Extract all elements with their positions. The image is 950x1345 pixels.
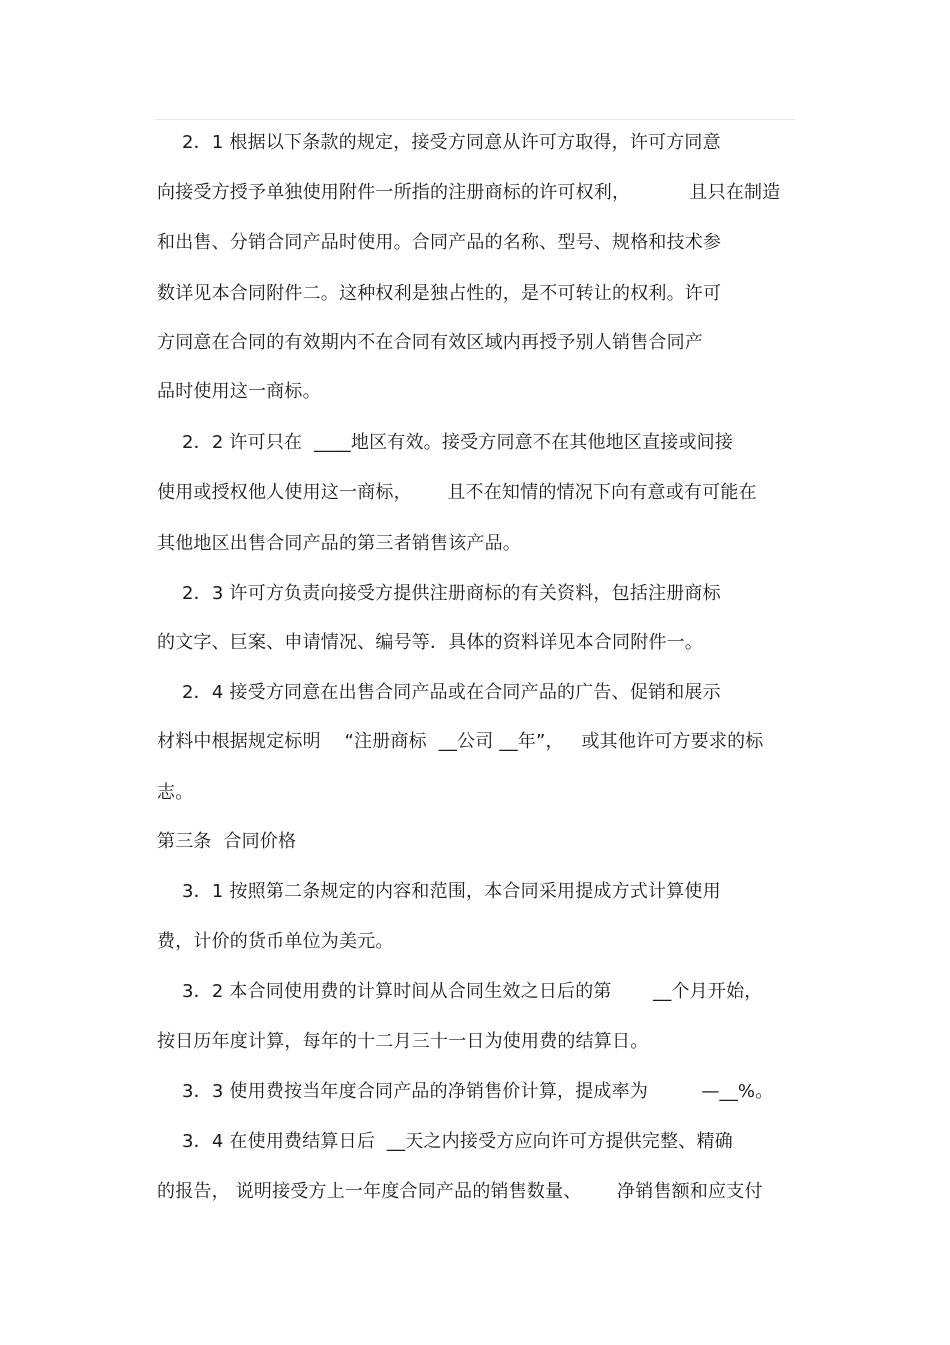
paragraph-line: 志。 bbox=[157, 782, 194, 803]
paragraph-line: 2．4 接受方同意在出售合同产品或在合同产品的广告、促销和展示 bbox=[182, 682, 721, 703]
paragraph-line: 材料中根据规定标明 “注册商标 __公司 __年”， 或其他许可方要求的标 bbox=[157, 731, 764, 752]
section-heading: 第三条 合同价格 bbox=[157, 831, 297, 852]
paragraph-line: 品时使用这一商标。 bbox=[157, 381, 321, 402]
paragraph-line: 2．2 许可只在 ____地区有效。接受方同意不在其他地区直接或间接 bbox=[182, 432, 734, 453]
paragraph-line: 数详见本合同附件二。这种权利是独占性的，是不可转让的权利。许可 bbox=[157, 283, 722, 304]
paragraph-line: 费，计价的货币单位为美元。 bbox=[157, 931, 394, 952]
paragraph-line: 3．4 在使用费结算日后 __天之内接受方应向许可方提供完整、精确 bbox=[182, 1131, 733, 1152]
paragraph-line: 的报告， 说明接受方上一年度合同产品的销售数量、 净销售额和应支付 bbox=[157, 1181, 763, 1202]
paragraph-line: 使用或授权他人使用这一商标， 且不在知情的情况下向有意或有可能在 bbox=[157, 482, 757, 503]
paragraph-line: 3．1 按照第二条规定的内容和范围，本合同采用提成方式计算使用 bbox=[182, 881, 721, 902]
paragraph-line: 和出售、分销合同产品时使用。合同产品的名称、型号、规格和技术参 bbox=[157, 232, 722, 253]
paragraph-line: 2．1 根据以下条款的规定，接受方同意从许可方取得，许可方同意 bbox=[182, 132, 721, 153]
paragraph-line: 的文字、巨案、申请情况、编号等．具体的资料详见本合同附件一。 bbox=[157, 632, 703, 653]
paragraph-line: 其他地区出售合同产品的第三者销售该产品。 bbox=[157, 533, 521, 554]
paragraph-line: 按日历年度计算，每年的十二月三十一日为使用费的结算日。 bbox=[157, 1031, 649, 1052]
paragraph-line: 3．2 本合同使用费的计算时间从合同生效之日后的第 __个月开始， bbox=[182, 981, 763, 1002]
paragraph-line: 2．3 许可方负责向接受方提供注册商标的有关资料，包括注册商标 bbox=[182, 583, 721, 604]
paragraph-line: 向接受方授予单独使用附件一所指的注册商标的许可权利， 且只在制造 bbox=[157, 182, 781, 203]
paragraph-line: 方同意在合同的有效期内不在合同有效区域内再授予别人销售合同产 bbox=[157, 332, 703, 353]
top-divider bbox=[155, 119, 795, 120]
paragraph-line: 3．3 使用费按当年度合同产品的净销售价计算，提成率为 —__%。 bbox=[182, 1081, 774, 1102]
